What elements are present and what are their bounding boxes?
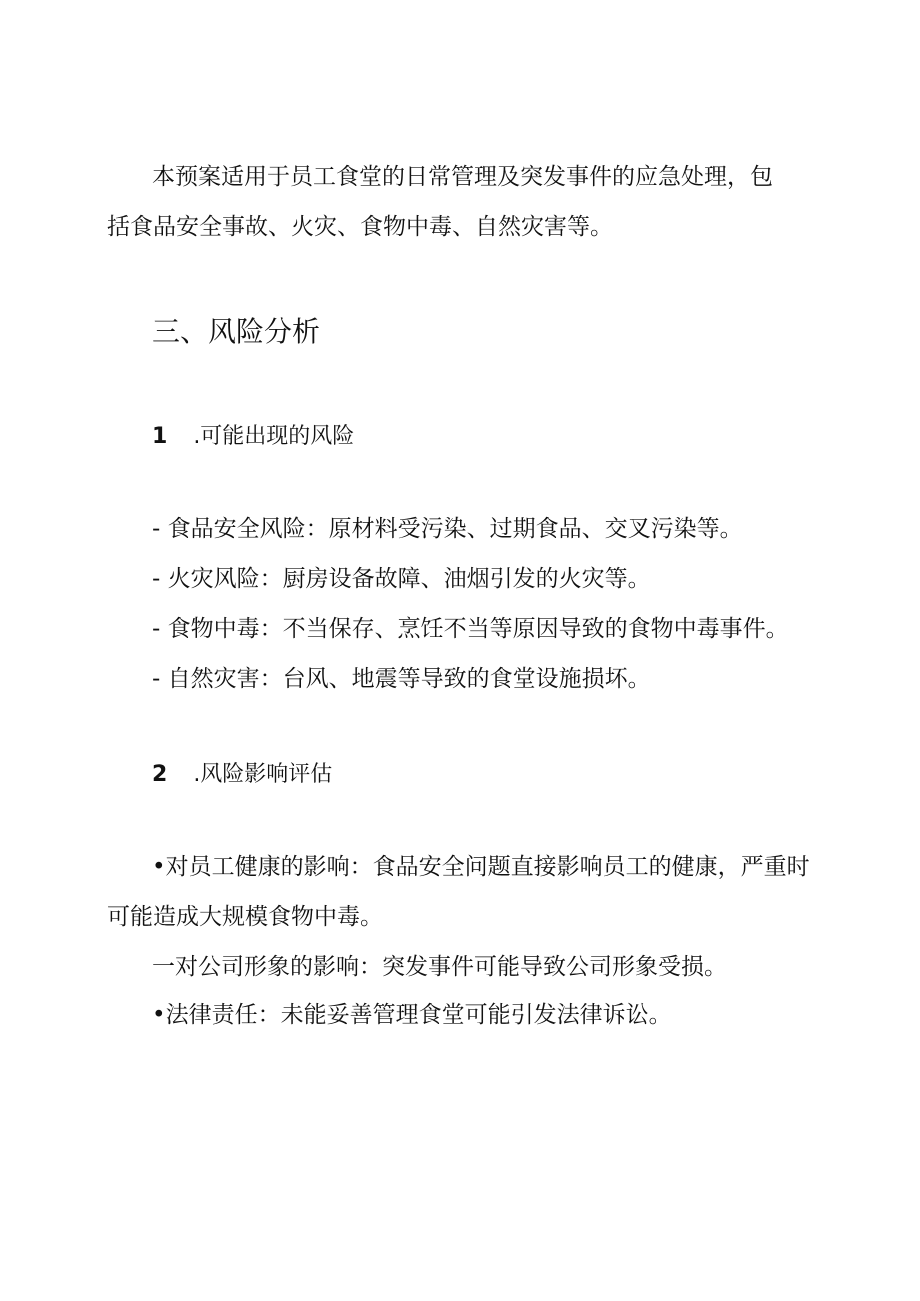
section-heading-risk-analysis: 三、风险分析 <box>152 315 321 348</box>
subsection-number: 2 <box>152 762 168 787</box>
impact-item-health-line-2: 可能造成大规模食物中毒。 <box>107 904 383 930</box>
subsection-heading-possible-risks <box>152 422 354 452</box>
intro-paragraph-line-1: 本预案适用于员工食堂的日常管理及突发事件的应急处理，包 <box>152 164 773 190</box>
subsection-title: .可能出现的风险 <box>193 424 355 449</box>
subsection-number: 1 <box>152 424 168 449</box>
risk-list-item: - 食品安全风险：原材料受污染、过期食品、交叉污染等。 <box>152 516 743 542</box>
risk-list-item: - 自然灾害：台风、地震等导致的食堂设施损坏。 <box>152 666 651 692</box>
subsection-title: .风险影响评估 <box>193 762 333 787</box>
impact-item-legal-liability: •法律责任：未能妥善管理食堂可能引发法律诉讼。 <box>152 1002 672 1028</box>
risk-list-item: - 食物中毒：不当保存、烹饪不当等原因导致的食物中毒事件。 <box>152 616 789 642</box>
impact-item-company-image: 一对公司形象的影响：突发事件可能导致公司形象受损。 <box>152 954 727 980</box>
subsection-heading-impact-assessment <box>152 760 332 790</box>
impact-item-health-line-1: •对员工健康的影响：食品安全问题直接影响员工的健康，严重时 <box>152 854 810 880</box>
intro-paragraph-line-2: 括食品安全事故、火灾、食物中毒、自然灾害等。 <box>107 214 613 240</box>
risk-list-item: - 火灾风险：厨房设备故障、油烟引发的火灾等。 <box>152 566 651 592</box>
